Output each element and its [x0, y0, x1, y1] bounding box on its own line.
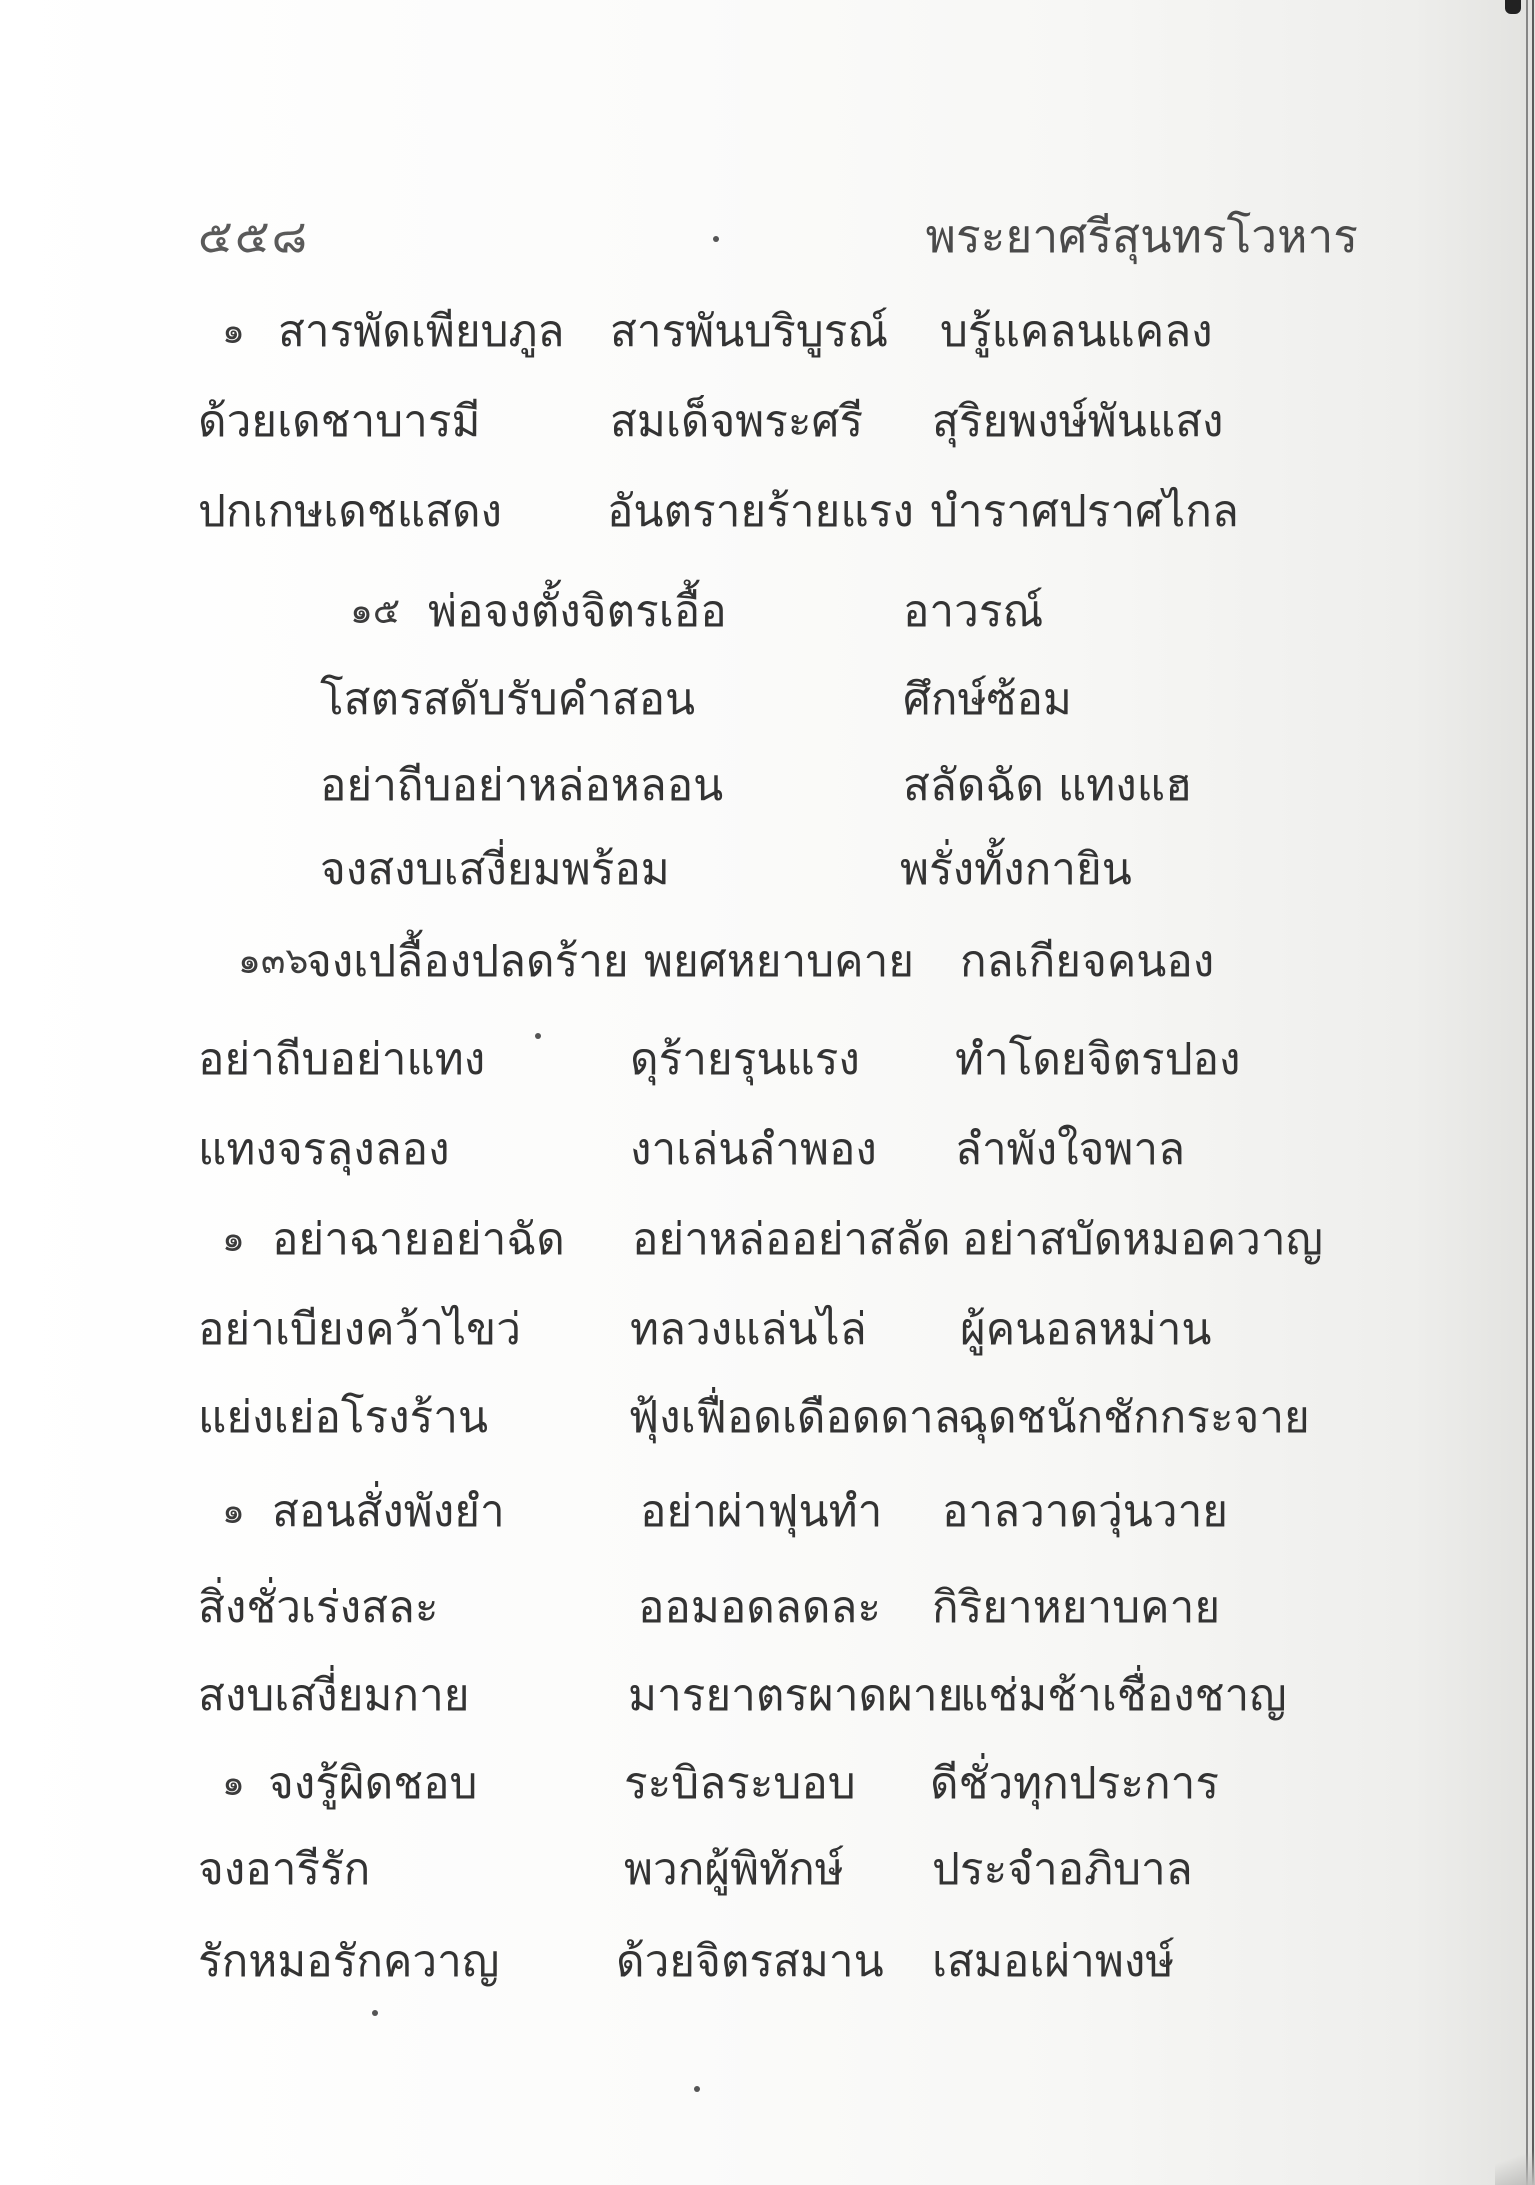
verse-line [0, 1752, 1535, 1816]
verse-segment-1: อย่าเบียงคว้าไขว่ [198, 1304, 521, 1355]
verse-segment-3: อาวรณ์ [903, 586, 1044, 637]
verse-segment-1: สิ่งชั่วเร่งสละ [198, 1582, 439, 1633]
verse-segment-1: สารพัดเพียบภูล [278, 306, 565, 357]
verse-segment-2: อย่าผ่าฟุนทำ [640, 1486, 883, 1537]
verse-segment-3: พรั่งทั้งกายิน [900, 844, 1132, 895]
verse-segment-1: อย่าฉายอย่าฉัด [272, 1214, 565, 1265]
verse-segment-3: แช่มช้าเชื่องชาญ [960, 1670, 1287, 1721]
verse-segment-1: แย่งเย่อโรงร้าน [198, 1392, 489, 1443]
verse-line [0, 1480, 1535, 1544]
verse-segment-2: ทลวงแล่นไล่ [630, 1304, 867, 1355]
verse-segment-1: อย่าถีบอย่าแทง [198, 1034, 486, 1085]
verse-line [0, 1576, 1535, 1640]
verse-segment-1: จงเปลื้องปลดร้าย [306, 936, 629, 987]
verse-segment-3: ผู้คนอลหม่าน [960, 1304, 1212, 1355]
verse-segment-1: จงอารีรัก [198, 1844, 371, 1895]
verse-line [0, 754, 1535, 818]
verse-segment-3: ลำพังใจพาล [955, 1124, 1186, 1175]
verse-segment-2: ฟุ้งเฟื่อดเดือดดาล [628, 1392, 961, 1443]
verse-segment-2: ระบิลระบอบ [624, 1758, 856, 1809]
verse-line [0, 1838, 1535, 1902]
page-number: ๕๕๘ [198, 209, 310, 263]
verse-line [0, 480, 1535, 544]
page-shadow [1495, 2140, 1535, 2185]
verse-segment-3: บำราศปราศไกล [930, 486, 1239, 537]
verse-marker: ๑๕ [350, 591, 401, 632]
verse-segment-1: สงบเสงี่ยมกาย [198, 1670, 470, 1721]
verse-marker: ๑ [222, 1219, 245, 1260]
verse-segment-2: มารยาตรผาดผาย [628, 1670, 964, 1721]
binding-mark [1505, 0, 1521, 14]
verse-segment-2: งาเล่นลำพอง [630, 1124, 877, 1175]
verse-segment-3: ฉุดชนักชักกระจาย [958, 1392, 1310, 1443]
print-speck [372, 2010, 378, 2016]
verse-segment-2: ออมอดลดละ [638, 1582, 881, 1633]
verse-segment-3: ประจำอภิบาล [932, 1844, 1193, 1895]
verse-line [0, 1298, 1535, 1362]
verse-marker: ๑๓๖ [238, 941, 309, 982]
verse-segment-1: จงสงบเสงี่ยมพร้อม [320, 844, 670, 895]
verse-line [0, 300, 1535, 364]
verse-segment-1: สอนสั่งพังยำ [272, 1486, 505, 1537]
verse-segment-2: อันตรายร้ายแรง [607, 486, 914, 537]
verse-segment-1: จงรู้ผิดชอบ [268, 1758, 478, 1809]
verse-marker: ๑ [222, 311, 245, 352]
verse-segment-1: รักหมอรักควาญ [198, 1936, 500, 1987]
verse-segment-1: แทงจรลุงลอง [198, 1124, 450, 1175]
verse-line [0, 1208, 1535, 1272]
verse-segment-2: อย่าหล่ออย่าสลัด [632, 1214, 951, 1265]
verse-marker: ๑ [222, 1763, 245, 1804]
verse-segment-3: กิริยาหยาบคาย [932, 1582, 1221, 1633]
print-speck [694, 2086, 700, 2092]
verse-line [0, 1386, 1535, 1450]
verse-segment-1: อย่าถีบอย่าหล่อหลอน [320, 760, 724, 811]
verse-segment-3: ศึกษ์ซ้อม [903, 674, 1072, 725]
verse-segment-3: ดีชั่วทุกประการ [930, 1758, 1219, 1809]
verse-line [0, 1118, 1535, 1182]
running-head-title: พระยาศรีสุนทรโวหาร [925, 209, 1358, 263]
print-speck [713, 236, 719, 242]
verse-segment-1: ปกเกษเดชแสดง [198, 486, 503, 537]
verse-line [0, 580, 1535, 644]
verse-segment-3: อย่าสบัดหมอควาญ [962, 1214, 1324, 1265]
verse-segment-3: สลัดฉัด แทงแฮ [903, 760, 1192, 811]
verse-line [0, 1930, 1535, 1994]
verse-segment-2: พยศหยาบคาย [644, 936, 915, 987]
verse-segment-2: พวกผู้พิทักษ์ [624, 1844, 844, 1895]
verse-segment-1: ด้วยเดชาบารมี [198, 396, 481, 447]
verse-segment-2: สารพันบริบูรณ์ [610, 306, 889, 357]
verse-segment-3: กลเกียจคนอง [960, 936, 1215, 987]
verse-line [0, 1028, 1535, 1092]
verse-segment-2: ด้วยจิตรสมาน [616, 1936, 884, 1987]
verse-segment-3: เสมอเผ่าพงษ์ [932, 1936, 1175, 1987]
verse-segment-2: สมเด็จพระศรี [610, 396, 864, 447]
verse-segment-3: อาลวาดวุ่นวาย [942, 1486, 1229, 1537]
verse-segment-2: ดุร้ายรุนแรง [630, 1034, 860, 1085]
verse-marker: ๑ [222, 1491, 245, 1532]
verse-line [0, 668, 1535, 732]
verse-line [0, 390, 1535, 454]
verse-segment-3: สุริยพงษ์พันแสง [932, 396, 1224, 447]
verse-line [0, 838, 1535, 902]
verse-segment-3: บรู้แคลนแคลง [940, 306, 1213, 357]
verse-line [0, 930, 1535, 994]
verse-segment-1: โสตรสดับรับคำสอน [320, 674, 696, 725]
verse-line [0, 1664, 1535, 1728]
verse-segment-3: ทำโดยจิตรปอง [955, 1034, 1241, 1085]
verse-segment-1: พ่อจงตั้งจิตรเอื้อ [428, 586, 727, 637]
